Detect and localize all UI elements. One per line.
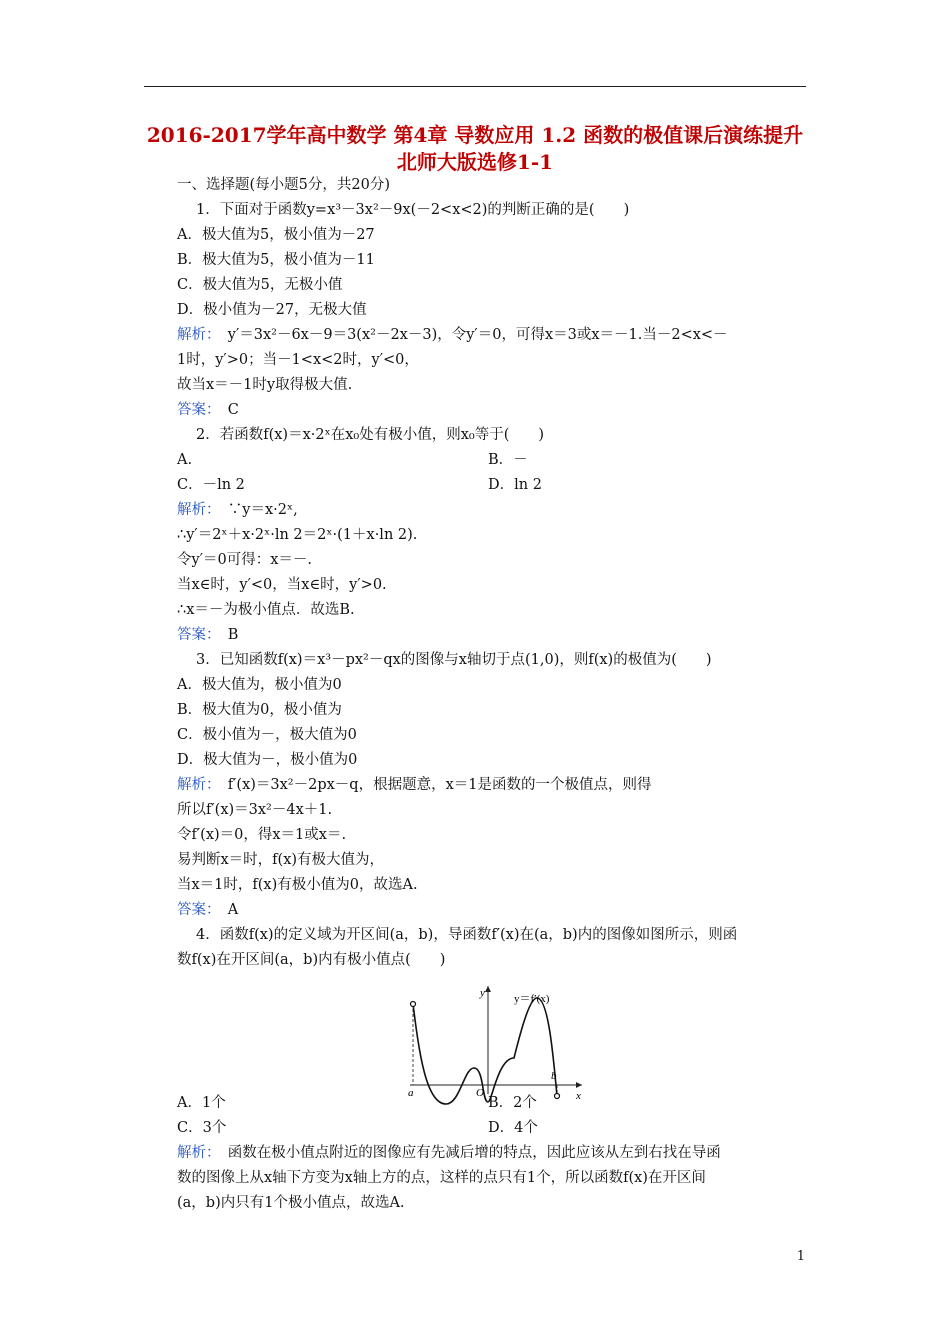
q3-stem: 3．已知函数f(x)＝x³－px²－qx的图像与x轴切于点(1,0)，则f(x)的极值为( ) bbox=[196, 652, 712, 668]
q4-analysis-line3: (a，b)内只有1个极小值点，故选A. bbox=[177, 1195, 405, 1211]
q2-analysis-line1: 解析： ∵y＝x·2ˣ, bbox=[177, 502, 298, 518]
q3-option-c: C．极小值为－，极大值为0 bbox=[177, 727, 357, 743]
q3-analysis-line5: 当x＝1时，f(x)有极小值为0，故选A. bbox=[177, 877, 418, 893]
a-label: a bbox=[408, 1087, 414, 1099]
q1-option-c: C．极大值为5，无极小值 bbox=[177, 277, 343, 293]
q4-stem-line1: 4．函数f(x)的定义域为开区间(a，b)，导函数f′(x)在(a，b)内的图像如图所示，则函 bbox=[196, 927, 738, 943]
q3-analysis-line3: 令f′(x)＝0，得x＝1或x＝. bbox=[177, 827, 347, 843]
answer-label: 答案： bbox=[177, 402, 214, 418]
q1-option-a: A．极大值为5，极小值为－27 bbox=[177, 227, 375, 243]
q2-option-b: B．－ bbox=[488, 452, 528, 468]
q3-option-d: D．极大值为－，极小值为0 bbox=[177, 752, 358, 768]
page-number: 1 bbox=[796, 1249, 805, 1264]
q2-analysis-line5: ∴x＝－为极小值点．故选B. bbox=[177, 602, 355, 618]
q3-option-b: B．极大值为0，极小值为 bbox=[177, 702, 342, 718]
q4-analysis-line2: 数的图像上从x轴下方变为x轴上方的点，这样的点只有1个，所以函数f(x)在开区间 bbox=[177, 1170, 706, 1186]
x-axis-label: x bbox=[576, 1090, 581, 1102]
q1-answer: 答案： C bbox=[177, 402, 239, 418]
q1-stem: 1．下面对于函数y=x³－3x²－9x(－2<x<2)的判断正确的是( ) bbox=[196, 202, 630, 218]
endpoint-b-open-circle bbox=[555, 1094, 560, 1099]
q2-option-c: C．－ln 2 bbox=[177, 477, 245, 493]
q4-analysis-line1: 解析： 函数在极小值点附近的图像应有先减后增的特点，因此应该从左到右找在导函 bbox=[177, 1145, 721, 1161]
q3-analysis-line4: 易判断x＝时，f(x)有极大值为， bbox=[177, 852, 385, 868]
page-title: 2016-2017学年高中数学 第4章 导数应用 1.2 函数的极值课后演练提升 北师大版选修1-1 bbox=[146, 123, 804, 174]
q2-option-d: D．ln 2 bbox=[488, 477, 542, 493]
q3-option-a: A．极大值为，极小值为0 bbox=[177, 677, 342, 693]
q2-analysis-line4: 当x∈时，y′<0，当x∈时，y′>0. bbox=[177, 577, 387, 593]
q2-answer: 答案： B bbox=[177, 627, 239, 643]
q2-stem: 2．若函数f(x)＝x·2ˣ在x₀处有极小值，则x₀等于( ) bbox=[196, 427, 545, 443]
q1-analysis-line1: 解析： y′＝3x²－6x－9＝3(x²－2x－3)，令y′＝0，可得x＝3或x＝－1.当－2<x<－ bbox=[177, 327, 728, 343]
q2-analysis-line2: ∴y′＝2ˣ＋x·2ˣ·ln 2＝2ˣ·(1＋x·ln 2). bbox=[177, 527, 418, 543]
q3-analysis-line2: 所以f′(x)＝3x²－4x＋1. bbox=[177, 802, 333, 818]
origin-label: O bbox=[476, 1087, 484, 1099]
y-axis-label: y bbox=[480, 987, 485, 999]
endpoint-a-open-circle bbox=[411, 1002, 416, 1007]
q1-option-d: D．极小值为－27，无极大值 bbox=[177, 302, 367, 318]
derivative-curve bbox=[413, 998, 557, 1104]
q2-analysis-line3: 令y′＝0可得：x＝－. bbox=[177, 552, 312, 568]
q4-option-c: C．3个 bbox=[177, 1120, 227, 1136]
curve-label: y＝f′(x) bbox=[514, 993, 550, 1005]
q4-stem-line2: 数f(x)在开区间(a，b)内有极小值点( ) bbox=[177, 952, 446, 968]
q1-analysis-line3: 故当x＝－1时y取得极大值. bbox=[177, 377, 353, 393]
derivative-graph-figure bbox=[396, 982, 586, 1102]
q4-option-b: B．2个 bbox=[488, 1095, 537, 1111]
q4-option-d: D．4个 bbox=[488, 1120, 538, 1136]
q1-option-b: B．极大值为5，极小值为－11 bbox=[177, 252, 375, 268]
b-label: b bbox=[551, 1070, 557, 1082]
q2-option-a: A. bbox=[177, 452, 193, 468]
q4-option-a: A．1个 bbox=[177, 1095, 226, 1111]
q3-answer: 答案： A bbox=[177, 902, 239, 918]
section-heading: 一、选择题(每小题5分，共20分) bbox=[177, 177, 390, 193]
analysis-label: 解析： bbox=[177, 327, 214, 343]
header-rule bbox=[144, 86, 806, 87]
q1-analysis-line2: 1时，y′>0；当－1<x<2时，y′<0， bbox=[177, 352, 419, 368]
q3-analysis-line1: 解析： f′(x)＝3x²－2px－q，根据题意，x＝1是函数的一个极值点，则得 bbox=[177, 777, 652, 793]
